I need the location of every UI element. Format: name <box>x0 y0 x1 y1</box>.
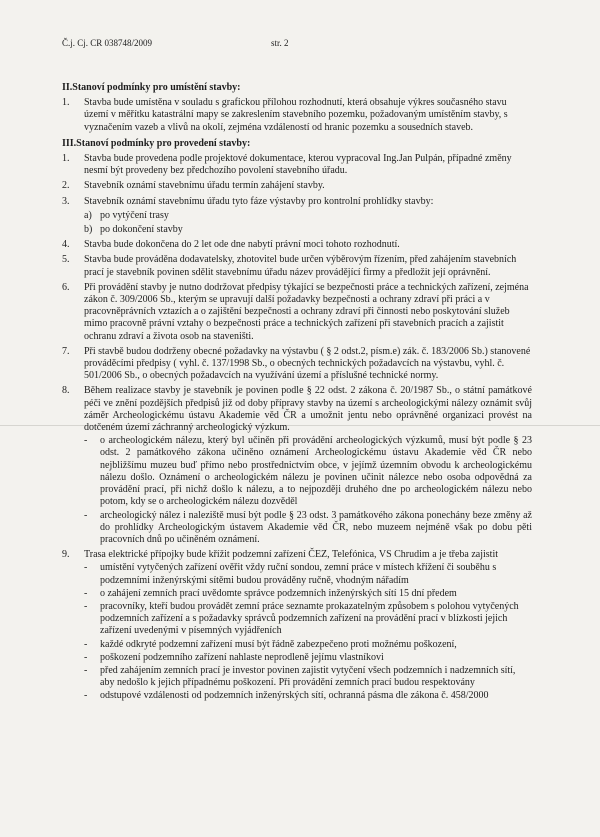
list-item <box>62 346 532 383</box>
dash-item-text: poškození podzemního zařízení nahlaste neprodleně jejímu vlastníkovi <box>100 651 384 663</box>
list-item <box>62 282 532 343</box>
item-number: 2. <box>62 180 70 192</box>
item-body <box>84 549 532 702</box>
dash-bullet: - <box>84 600 88 612</box>
dash-bullet: - <box>84 587 88 599</box>
sub-item-label: a) <box>84 209 92 221</box>
list-item <box>62 180 532 192</box>
list-item <box>62 239 532 251</box>
item-number: 6. <box>62 281 70 293</box>
dash-item <box>84 510 532 547</box>
list-item <box>62 385 532 546</box>
sub-item-text: po vytýčení trasy <box>100 209 169 221</box>
list-item <box>62 97 532 134</box>
item-number: 5. <box>62 254 70 266</box>
item-text: Stavba bude prováděna dodavatelsky, zhotovitel bude určen výběrovým řízením, před zahájením stavebních prací je stavebník povinen sdělit stavebnímu úřadu název provádějící firmy a předložit její oprávnění. <box>84 254 517 278</box>
dash-item-text: o archeologickém nálezu, který byl učiněn při provádění archeologických výzkumů, musí být podle § 23 odst. 2 památkového zákona učiněno oznámení Archeologickému ústavu Akademie věd ČR nebo nejbližšímu muzeu buď přímo nebo prostřednictvím obce, v jejímž územním obvodu k archeologickému nálezu došlo. Oznámení o archeologickém nálezu je povinen učinit nálezce nebo osoba odpovědná za provádění prací, při nichž došlo k nálezu, a to nejpozději druhého dne po archeologickém nálezu nebo potom, kdy se o archeologickém nálezu dozvěděl <box>100 435 532 508</box>
item-text: Během realizace stavby je stavebník je povinen podle § 22 odst. 2 zákona č. 20/1987 Sb., o státní památkové péči ve znění pozdějších předpisů již od doby přípravy stavby na území s archeologickými nálezy oznámit svůj záměr Archeologickému ústavu Akademie věd ČR a umožnit jentu nebo oprávněné organizaci provést na dotčeném území záchranný archeologický výzkum. <box>84 385 532 434</box>
list-item <box>62 254 532 278</box>
item-number: 3. <box>62 195 70 207</box>
item-text: Stavba bude umístěna v souladu s grafickou přílohou rozhodnutí, která obsahuje výkres současného stavu území v měřítku katastrální mapy se zakreslením stavebního pozemku, požadovaným umístěním stavby, s vyznačením vazeb a vlivů na okolí, zejména vzdáleností od hranic pozemku a sousedních staveb. <box>84 97 508 133</box>
dash-bullet: - <box>84 435 88 447</box>
item-text: Stavba bude dokončena do 2 let ode dne nabytí právní moci tohoto rozhodnutí. <box>84 239 400 251</box>
document-body <box>62 82 532 706</box>
item-text: Stavba bude provedena podle projektové dokumentace, kterou vypracoval Ing.Jan Pulpán, případné změny nesmí být provedeny bez předchozího povolení stavebního úřadu. <box>84 153 512 177</box>
dash-item-text: o zahájení zemních prací uvědomte správce podzemních inženýrských sítí 15 dní předem <box>100 587 457 599</box>
sub-item <box>84 210 532 222</box>
dash-item <box>84 639 532 651</box>
dash-bullet: - <box>84 509 88 521</box>
dash-item <box>84 588 532 600</box>
item-number: 8. <box>62 385 70 397</box>
dash-bullet: - <box>84 562 88 574</box>
sub-item <box>84 224 532 236</box>
dash-bullet: - <box>84 690 88 702</box>
dash-item-text: archeologický nález i naleziště musí být podle § 23 odst. 3 památkového zákona ponechány beze změny až do prohlídky Archeologickým ústavem Akademie věd ČR, nebo muzeem nejméně však po dobu pěti pracovních dnů po učiněném oznámení. <box>100 509 532 545</box>
dash-bullet: - <box>84 664 88 676</box>
dash-item <box>84 690 532 702</box>
dash-item-text: odstupové vzdálenosti od podzemních inženýrských sítí, ochranná pásma dle zákona č. 458/2000 <box>100 690 489 702</box>
item-text: Při provádění stavby je nutno dodržovat předpisy týkající se bezpečnosti práce a technických zařízení, zejména zákon č. 309/2006 Sb., kterým se upravují další požadavky bezpečnosti a ochrany zdraví při práci a v pracovněprávních vztazích a o zajištění bezpečnosti a ochrany zdraví při činnosti nebo poskytování služeb mimo pracovně právní vztahy o bezpečnosti práce a technických zařízení při stavebních pracích a zajistit ochranu zdraví a života osob na staveništi. <box>84 281 529 342</box>
dash-item <box>84 435 532 508</box>
reference-number: Č.j. Cj. CR 038748/2009 <box>62 38 153 48</box>
item-number: 1. <box>62 153 70 165</box>
item-number: 9. <box>62 549 70 561</box>
dash-bullet: - <box>84 638 88 650</box>
list-item <box>62 153 532 177</box>
dash-item-text: před zahájením zemních prací je investor povinen zajistit vytyčení všech podzemních i nadzemních sítí, aby nedošlo k jejich případnému poškození. Při provádění zemních prací budou respektovány <box>100 664 516 689</box>
section-3-heading: III.Stanoví podmínky pro provedení stavby: <box>62 137 251 149</box>
sub-item-label: b) <box>84 224 93 236</box>
item-text: Při stavbě budou dodrženy obecné požadavky na výstavbu ( § 2 odst.2, písm.e) zák. č. 183/2006 Sb.) stanovené prováděcími předpisy ( vyhl. č. 137/1998 Sb., o obecných technických požadavcích na výstavbu, vyhl. č. 501/2006 Sb., o obecných požadavcích na využívání území a příslušné technické normy. <box>84 345 531 382</box>
item-number: 7. <box>62 345 70 357</box>
item-text: Stavebník oznámí stavebnímu úřadu termín zahájení stavby. <box>84 180 325 192</box>
sub-item-text: po dokončení stavby <box>100 224 183 236</box>
item-number: 1. <box>62 97 70 109</box>
dash-item <box>84 665 532 689</box>
list-item <box>62 549 532 702</box>
item-text: Trasa elektrické přípojky bude křížit podzemní zařízení ČEZ, Telefónica, VS Chrudim a je třeba zajistit <box>84 549 498 561</box>
list-item <box>62 196 532 237</box>
item-body <box>84 385 532 546</box>
dash-item-text: každé odkryté podzemní zařízení musí být řádně zabezpečeno proti možnému poškození, <box>100 638 457 650</box>
item-number: 4. <box>62 239 70 251</box>
dash-item <box>84 601 532 638</box>
dash-bullet: - <box>84 651 88 663</box>
dash-item-text: pracovníky, kteří budou provádět zemní práce seznamte prokazatelným způsobem s polohou vytyčených podzemních zařízení a s požadavky správců podzemních zařízení na provádění prací v blízkosti jejich zařízení uvedenými v písemných vyjádřeních <box>100 600 519 637</box>
dash-item <box>84 562 532 586</box>
item-text: Stavebník oznámí stavebnímu úřadu tyto fáze výstavby pro kontrolní prohlídky stavby: <box>84 195 434 207</box>
dash-item <box>84 652 532 664</box>
item-body <box>84 196 532 237</box>
dash-item-text: umístění vytyčených zařízení ověřit vždy ruční sondou, zemní práce v místech křížení či souběhu s podzemními inženýrskými sítěmi budou prováděny ručně, vhodným nářadím <box>100 562 497 586</box>
page-number: str. 2 <box>271 38 289 48</box>
section-2-heading: II.Stanoví podmínky pro umístění stavby: <box>62 82 241 93</box>
